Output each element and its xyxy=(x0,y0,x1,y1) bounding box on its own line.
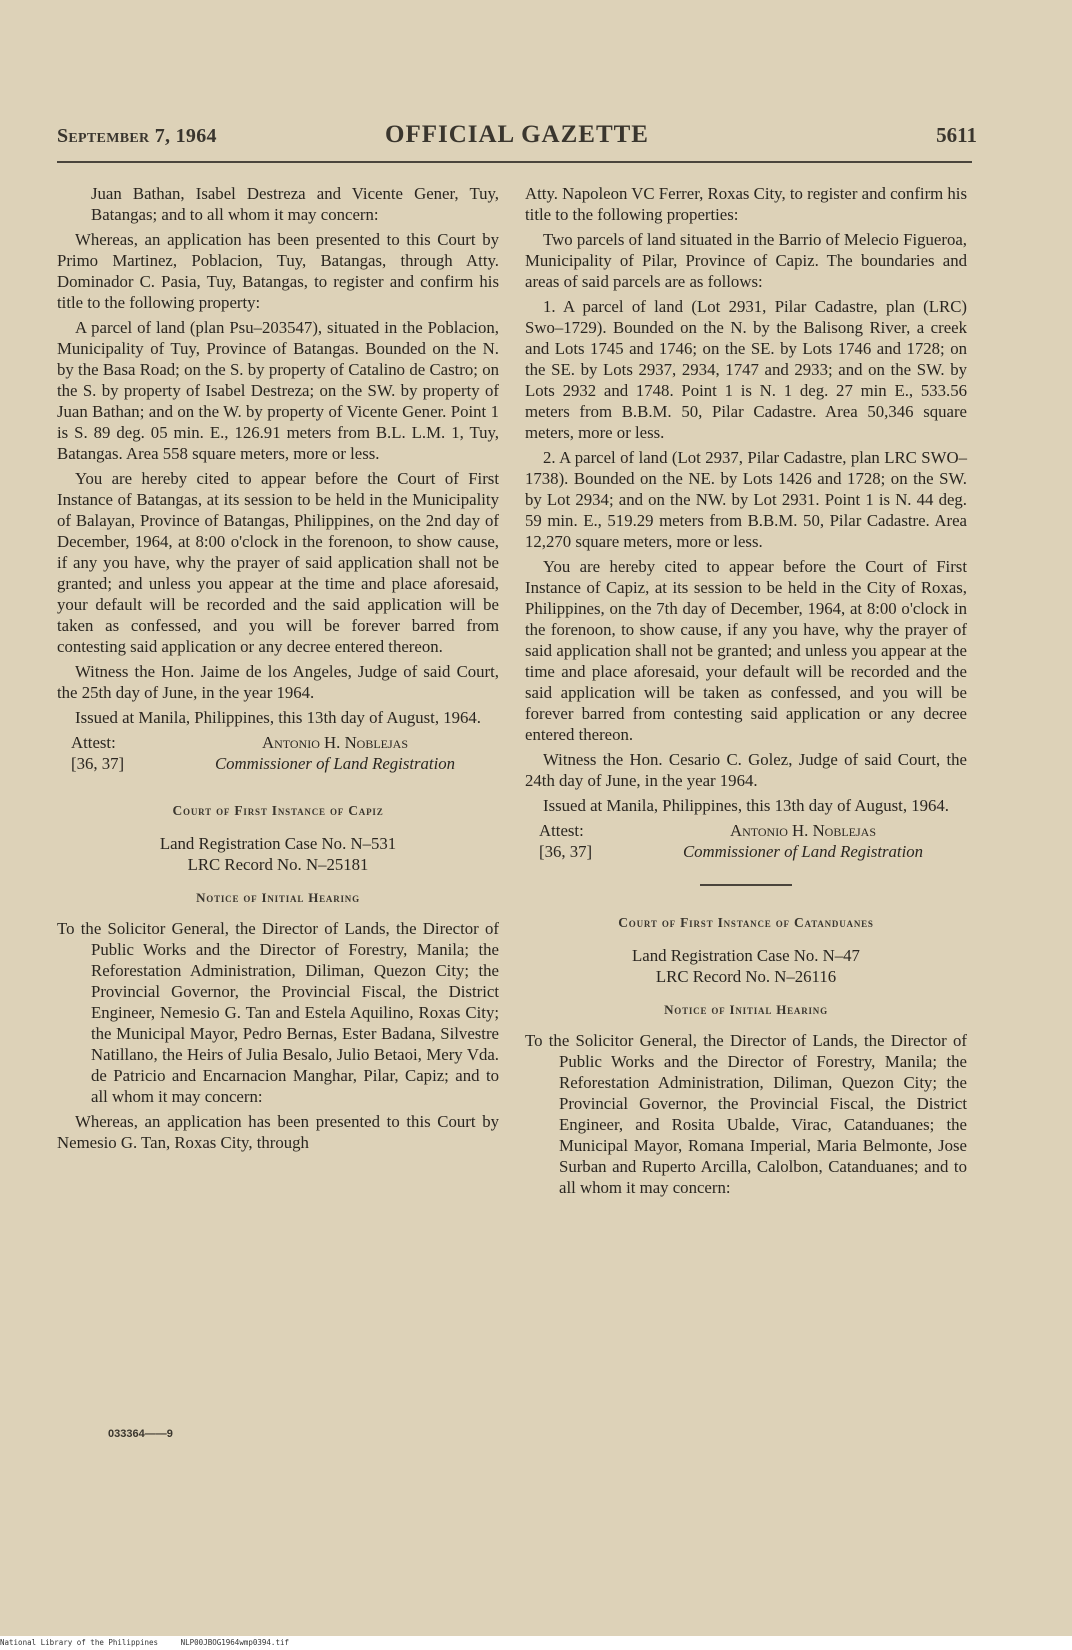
reference-number: [36, 37] xyxy=(539,842,593,861)
paragraph: Two parcels of land situated in the Barrio of Melecio Figueroa, Municipality of Pilar, Province of Capiz. The boundaries and areas of said parcels are as follows: xyxy=(525,230,967,291)
court-heading: Court of First Instance of Capiz xyxy=(172,803,384,818)
paragraph: Issued at Manila, Philippines, this 13th day of August, 1964. xyxy=(75,708,481,727)
attest-line xyxy=(57,732,499,753)
to-address: To the Solicitor General, the Director of Lands, the Director of Public Works and the Director of Forestry, Manila; the Reforestation Administration, Diliman, Quezon City; the Provincial Governor, the Provincial Fiscal, the District Engineer, Nemesio G. Tan and Estela Aquilino, Roxas City; the Municipal Mayor, Pedro Bernas, Ester Badana, Silvestre Natillano, the Heirs of Julia Besalo, Julio Betaoi, Mery Vda. de Patricio and Encarnacion Manghar, Pilar, Capiz; and to all whom it may concern: xyxy=(57,919,499,1106)
attest-title-line xyxy=(525,841,967,862)
address-continuation: Juan Bathan, Isabel Destreza and Vicente Gener, Tuy, Batangas; and to all whom it may concern: xyxy=(91,184,499,224)
print-code: 033364——9 xyxy=(108,1428,173,1440)
case-number: Land Registration Case No. N–47 xyxy=(632,946,860,965)
reference-number: [36, 37] xyxy=(71,754,125,773)
attest-name: Antonio H. Noblejas xyxy=(261,733,409,752)
record-number: LRC Record No. N–26116 xyxy=(655,967,837,986)
paragraph: 1. A parcel of land (Lot 2931, Pilar Cadastre, plan (LRC) Swo–1729). Bounded on the N. by the Balisong River, a creek and Lots 1745 and 1746; on the SE. by Lots 1746 and 1728; on the SE. by Lots 2937, 2934, 1747 and 2933; and on the SW. by Lots 2932 and 1748. Point 1 is N. 1 deg. 27 min E., 533.56 meters from B.B.M. 50, Pilar Cadastre. Area 50,346 square meters, more or less. xyxy=(525,297,967,442)
paragraph: You are hereby cited to appear before the Court of First Instance of Batangas, at its session to be held in the Municipality of Balayan, Province of Batangas, Philippines, on the 2nd day of December, 1964, at 8:00 o'clock in the forenoon, to show cause, if any you have, why the prayer of said application shall not be granted; and unless you appear at the time and place aforesaid, your default will be recorded and the said application will be taken as confessed, and you will be forever barred from contesting said application or any decree entered thereon. xyxy=(57,469,499,656)
header-rule xyxy=(57,161,972,163)
attest-title: Commissioner of Land Registration xyxy=(682,842,924,861)
paragraph: 2. A parcel of land (Lot 2937, Pilar Cadastre, plan LRC SWO–1738). Bounded on the NE. by Lots 1426 and 1728; on the SW. by Lot 2934; and on the NW. by Lot 2931. Point 1 is N. 44 deg. 59 min. E., 519.29 meters from B.B.M. 50, Pilar Cadastre. Area 12,270 square meters, more or less. xyxy=(525,448,967,551)
court-heading: Court of First Instance of Catanduanes xyxy=(618,915,874,930)
to-address: To the Solicitor General, the Director of Lands, the Director of Public Works and the Director of Forestry, Manila; the Reforestation Administration, Diliman, Quezon City; the Provincial Governor, the Provincial Fiscal, the District Engineer, and Rosita Ubalde, Virac, Catanduanes; the Municipal Mayor, Romana Imperial, Maria Belmonte, Jose Surban and Ruperto Arcilla, Calolbon, Catanduanes; and to all whom it may concern: xyxy=(525,1031,967,1197)
paragraph: You are hereby cited to appear before the Court of First Instance of Capiz, at its session to be held in the City of Roxas, Philippines, on the 7th day of December, 1964, at 8:00 o'clock in the forenoon, to show cause, if any you have, why the prayer of said application shall not be granted; and unless you appear at the time and place aforesaid, your default will be recorded and the said application will be taken as confessed, and you will be forever barred from contesting said application or any decree entered thereon. xyxy=(525,557,967,744)
paragraph: Issued at Manila, Philippines, this 13th day of August, 1964. xyxy=(543,796,949,815)
notice-heading: Notice of Initial Hearing xyxy=(664,1002,828,1017)
paragraph: Atty. Napoleon VC Ferrer, Roxas City, to register and confirm his title to the following properties: xyxy=(525,184,967,224)
attest-label: Attest: xyxy=(71,733,116,752)
notice-heading: Notice of Initial Hearing xyxy=(196,890,360,905)
section-divider xyxy=(700,884,792,886)
paragraph: A parcel of land (plan Psu–203547), situated in the Poblacion, Municipality of Tuy, Province of Batangas. Bounded on the N. by the Basa Road; on the S. by property of Catalino de Castro; on the S. by property of Isabel Destreza; on the SW. by property of Juan Bathan; and on the W. by property of Vicente Gener. Point 1 is S. 89 deg. 05 min. E., 126.91 meters from B.L. L.M. 1, Tuy, Batangas. Area 558 square meters, more or less. xyxy=(57,318,499,463)
scan-footer: National Library of the Philippines NLP00JBOG1964wmp0394.tif xyxy=(0,1636,1072,1650)
paragraph: Whereas, an application has been presented to this Court by Primo Martinez, Poblacion, Tuy, Batangas, through Atty. Dominador C. Pasia, Tuy, Batangas, to register and confirm his title to the following property: xyxy=(57,230,499,312)
page-header xyxy=(57,123,977,155)
header-page-number: 5611 xyxy=(936,123,977,147)
case-number: Land Registration Case No. N–531 xyxy=(159,834,397,853)
attest-title: Commissioner of Land Registration xyxy=(214,754,456,773)
header-title: OFFICIAL GAZETTE xyxy=(385,121,649,148)
record-number: LRC Record No. N–25181 xyxy=(187,855,369,874)
attest-name: Antonio H. Noblejas xyxy=(729,821,877,840)
attest-line xyxy=(525,820,967,841)
paragraph: Witness the Hon. Jaime de los Angeles, Judge of said Court, the 25th day of June, in the year 1964. xyxy=(57,662,499,702)
attest-title-line xyxy=(57,753,499,774)
header-date: September 7, 1964 xyxy=(57,125,217,147)
left-column xyxy=(57,183,499,1157)
paragraph: Whereas, an application has been presented to this Court by Nemesio G. Tan, Roxas City, through xyxy=(57,1112,499,1152)
paragraph: Witness the Hon. Cesario C. Golez, Judge of said Court, the 24th day of June, in the year 1964. xyxy=(525,750,967,790)
attest-label: Attest: xyxy=(539,821,584,840)
right-column xyxy=(525,183,967,1202)
